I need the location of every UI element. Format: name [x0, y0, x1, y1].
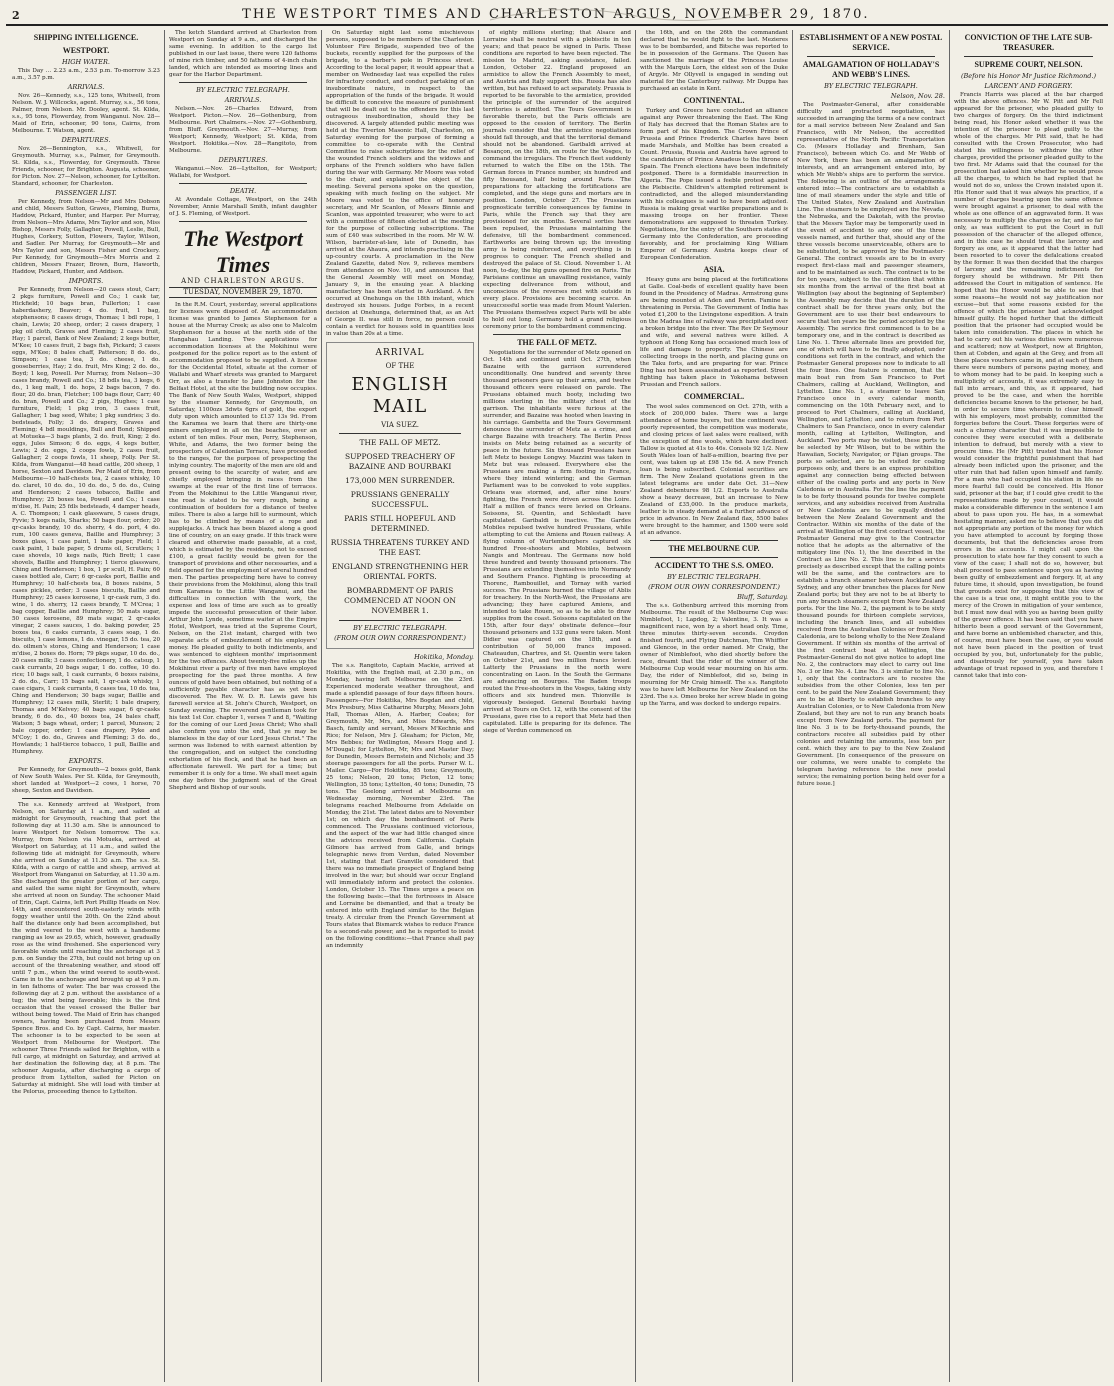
column-5	[636, 30, 793, 1382]
text-block: Per Kennedy, from Nelson—Mr and Mrs Dobson and child, Messrs Sutton, Graves, Fleming, Burns, Haddow, Pickard, Hunter, and Harper. Per Murray, from Nelson—Mrs Adams, Mrs Taylor and son, Miss Bishop, Messrs Folly, Gallagher, Powell, Leslie, Bull, Hughes, Corkery, Sutton, Flowers, Taylor, Wilson, and Sadler. Per Murray, for Greymouth—Mr and Mrs Taylor and son, Messrs Fisher and Crockery. Per Kennedy, for Greymouth—Mrs Morris and 2 children, Messrs Frazer, Brown, Burn, Haworth, Haddow, Pickard, Hunter, and Addison.	[12, 199, 160, 275]
subheading: DEATH.	[229, 187, 257, 195]
text-block: Heavy guns are being placed at the fortifications at Galle. Coal-beds of excellent quality have been found in the Presidency of Madras. Armstrong guns are being mounted at Aden and Perim. Famine is threatening in Persia. The Government of India has voted £1,200 to the Livingstone expedition. A train on the Madras line of railway was precipitated over a broken bridge into the river. The Rev Dr Seymour and wife, and several natives were killed. A typhoon at Hong Kong has occasioned much loss of life and damage to property. The Chinese are collecting troops in the north, and placing guns on the Taku forts, and are preparing for war. Prince Ding has not been assassinated as reported. Street fighting has taken place in Yokohama between Prussian and French sailors.	[640, 277, 788, 388]
subheading: BY ELECTRIC TELEGRAPH.	[667, 573, 761, 581]
issue-date: TUESDAY, NOVEMBER 29, 1870.	[169, 287, 317, 298]
divider	[650, 557, 778, 558]
text-block: The s.s. Gothenburg arrived this morning from Melbourne. The result of the Melbourne Cup was: Nimblefoot, 1; Lapdog, 2; Valentine, 3. It was a magnificent race, won by a short head only. Time, three minutes thirty-seven seconds. Croydon finished fourth, and Flying Dutchman, Tim Whiffler and Glencoe, in the order named. Mr Craig, the owner of Nimblefoot, who died shortly before the race, dreamt that the rider of the winner of the Melbourne Cup would wear mourning on his arm. Day, the rider of Nimblefoot, did so, being in mourning for Mr Craig himself. The s.s. Rangitoto was to have left Melbourne for New Zealand on the 23rd. The s.s. Omeo broke her screw blade in going up the Yarra, and was docked to undergo repairs.	[640, 603, 788, 707]
column-3	[322, 30, 479, 1382]
section-heading: AMALGAMATION OF HOLLADAY'S AND WEBB'S LINES.	[802, 60, 940, 79]
section-heading: CONTINENTAL.	[683, 96, 745, 105]
text-block: Turkey and Greece have concluded an alliance against any Power threatening the East. The King of Italy has decreed that the Roman States are to form part of his Kingdom. The Crown Prince of Prussia and Prince Frederick Charles have been made Marshals, and Moltke has been created a Count. Prussia, Russia and Austria have agreed to the candidature of Prince Amadeus to the throne of Spain. The French elections have been indefinitely postponed. There is a formidable insurrection in Algeria. The Pope issued a feeble protest against the Plebiscite. Children's attempted retirement is contradicted, and the alleged misunderstanding with his colleagues is said to have been adjusted. Russia is making great warlike preparations and is massing troops on her frontier. These demonstrations are supposed to threaten Turkey. Negotiations, for the entry of the Southern states of Germany into the Confederation, are proceeding favorably, and for proclaiming King William Emperor of Germany. Austria keeps clear of European Confederation.	[640, 108, 788, 261]
text-block: On Saturday night last some mischievous persons, supposed to be members of the Charleston Volunteer Fire Brigade, suspended two of the buckets, recently supplied for the purposes of the brigade, to a barber's pole in Princess street. According to the local paper, it would appear that a member on Wednesday last was expelled the rules for infractory conduct, and conduct partaking of an insubordinate nature, in respect to the appropriation of the funds of the brigade. It would be difficult to conceive the measure of punishment that will be dealt out to the offenders for this last outrageous insubordination, should they be discovered. A largely attended public meeting was held at the Tiverton Masonic Hall, Charleston, on Saturday evening for the purpose of forming a committee to co-operate with the Central Committee to raise subscriptions for the relief of the wounded French soldiers and the widows and orphans of the French soldiers who have fallen during the war with Germany. Mr Moore was voted to the chair, and explained the object of the meeting. Several persons spoke on the question, speaking with much feeling on the subject. Mr Moore was voted to the office of honorary secretary, and Mr Scanlon, of Messrs Binnie and Scanlon, was appointed treasurer, who were to act with a committee of fifteen elected at the meeting for the purpose of collecting subscriptions. The sum of £40 was subscribed in the room. Mr W. W. Wilson, barrister-at-law, late of Dunedin, has arrived at the Ahaura, and intends practising in the up-country courts. A proclamation in the New Zealand Gazette, dated Nov. 9, relieves members from attendance on Nov. 10, and announces that the General Assembly will meet on Monday, January 9, in the ensuing year. A blacking manufactory has been started in Auckland. A fire occurred at Onehunga on the 18th instant, which destroyed six houses. Judge Forbes, in a recent decision at Onehunga, determined that, as an Act of George II. was still in force, no person could contain a verdict for houses sold in quantities less in value than 20s at a time.	[326, 30, 474, 337]
section-heading: ASIA.	[703, 265, 725, 274]
subheading: (Before his Honor Mr Justice Richmond.)	[960, 72, 1097, 80]
text-block: Nov. 26—Bennington, s.s., Whitwell, for Greymouth. Murray, s.s., Palmer, for Greymouth. St. Kilda, s.s., Flowerday, for Greymouth. Three Friends, schooner, for Brighton. Augusta, schooner, for Picton. Nov. 27—Nelson, schooner, for Lyttelton. Standard, schooner, for Charleston.	[12, 146, 160, 187]
text-block: Per Kennedy, for Greymouth—2 boxes gold, Bank of New South Wales. Per St. Kilda, for Greymouth, short landed at Westport—2 cows, 1 horse, 70 sheep, Sexton and Davidson.	[12, 767, 160, 794]
banner-title: ENGLISH MAIL	[351, 374, 449, 417]
divider	[964, 56, 1093, 57]
section-heading: SHIPPING INTELLIGENCE.	[33, 33, 139, 42]
text-block: The Postmaster-General, after considerable difficulty and protracted negotiation, has succeeded in arranging the terms of a new contract for a mail service between New Zealand and San Francisco, with Mr Nelson, the accredited representative of the North Pacific Transportation Co. (Messrs Holladay and Brenham, San Francisco), between which Co. and Mr Webb of New York, there has been an amalgamation of interests, and an arrangement entered into, by which Mr Webb's ships are to perform the service. The following is an outline of the arrangements entered into:—The contractors are to establish a line of mail steamers under the style and title of The United States, New Zealand and Australian Line. The steamers to be employed are the Nevada, the Nebraska, and the Dakotah, with the proviso that the Messrs Taylor may be temporarily used in the event of accident to any one of the three vessels named, and further that, should any of the three vessels become unserviceable, others are to be substituted, to be approved by the Postmaster-General. The contract vessels are to be in every respect first-class mail and passenger steamers, and to be maintained as such. The contract is to be for ten years, subject to the condition that within six months from the arrival of the first boat at Wellington (say about the beginning of September) the Assembly may decide that the duration of the contract shall be for three years only, but the Government are to use their best endeavours to secure that ten years be the period accepted by the Assembly. The service first commenced is to be a temporary one, and in the contract is described as Line No. 1. Three alternate lines are provided for, one of which will have to be finally adopted, under conditions set forth in the contract, and which the Postmaster General proposes now to indicate to all the four lines. One feature is common, that the main boat run from San Francisco to Port Chalmers, calling at Auckland, Wellington, and Lyttelton. Line No. 1, a steamer to leave San Francisco once in every calendar month, commencing on the 10th February next, and to proceed to Port Chalmers, calling at Auckland, Wellington, and Lyttelton; and to return from Port Chalmers to San Francisco, once in every calendar month, calling at Lyttelton, Wellington, and Auckland. Two ports may be visited, these ports to be selected by Mr Wilson, but to be within the Hawaiian, Society, Navigator, or Fijian groups. The ports so selected, are to be visited for coaling purposes only, and there is an express prohibition against any connection being effected between either of the coaling ports and any ports in New Caledonia or in Australia. For the line the payment is to be forty thousand pounds for twelve complete services, and any subsidies received from Australia or New Caledonia are to be equally divided between the New Zealand Government and the Contractor. Within six months of the date of the arrival at Wellington of the first contract vessel, the Postmaster General may give to the Contractor notice that he adopts as the alternative of the mitigatory line (No. 1), the line described in the Contract as Line No. 2. This line is for a service precisely as described except that the calling points will be the same, and the contractors are to establish a branch steamer between Auckland and Sydney, and any other branches the places for New Zealand ports; but they are not to be at liberty to run any branch steamers except from New Zealand ports. For the line No. 2, the payment is to be sixty thousand pounds for thirteen complete services, including the branch lines, and all subsidies received from the Australian Colonies or from New Caledonia, are to belong wholly to the New Zealand Government. If within six months of the arrival of the first contract boat at Wellington, the Postmaster-General do not give notice to adopt line No. 2, the contractors may elect to carry out line No. 3 or line No. 4. Line No. 3 is similar to line No. 1, only that the contractors are to receive the subsidies from the other Colonies, less ten per cent. to be paid the New Zealand Government; they are to be at liberty to establish branches to any Australian Colonies, or to New Caledonia from New Zealand, but they are not to run any branch boats except from New Zealand ports. The payment for line No. 3 is to be forty-thousand pounds, the contractors receive all subsidies paid by other colonies and retaining the amounts, less ten per cent. which they are to pay to the New Zealand Government. [In consequence of the pressure on our columns, we were unable to complete the telegram having reference to the new postal service; the remaining portion being held over for a future issue.]	[797, 102, 945, 787]
text-block: The s.s. Kennedy arrived at Westport, from Nelson, on Saturday at 1 a.m., and sailed at midnight for Greymouth, reaching that port the following day at 11.30 a.m. She is announced to leave Westport for Nelson tomorrow. The s.s. Murray, from Nelson via Motueka, arrived at Westport on Saturday, at 11 a.m., and sailed the following tide at midnight for Greymouth, where she arrived on Sunday at 11.30 a.m. The s.s. St. Kilda, with a cargo of cattle and sheep, arrived at Westport from Wanganui on Saturday, at 11.30 a.m. She discharged the greater portion of her cargo, and sailed the same night for Greymouth, where she arrived at noon on Sunday. The schooner Maid of Erin, Capt. Cairns, left Port Phillip Heads on Nov. 14th, and encountered south-easterly winds with foggy weather until the 20th. On the 22nd about half the distance only had been accomplished, but the wind veered to the west with a handsome ranging as low as 29.65, which, however, gradually rose as the wind freshened. She experienced very favorable winds until reaching the anchorage at 3 p.m. on Sunday the 27th, but could not bring up on account of the threatening weather, and stood off until 7 p.m., when the wind veered to south-west. Came in to the anchorage and brought up at 9 p.m. in ten fathoms of water. The bar was crossed the following day at 2 p.m. without the assistance of a tug; the wind being favorable; this is the first occasion that the vessel crossed the Buller bar without being towed. The Maid of Erin has changed owners, having been purchased from Messrs Spence Bros. and Co. by Capt. Cairns, her master. The schooner is to be expected to be seen at Westport from Melbourne for Westport. The schooner Three Friends sailed for Brighton, with a full cargo, at midnight on Saturday, and arrived at her destination the following day, at 8 p.m. The schooner Augusta, after discharging a cargo of produce from Lyttelton, sailed for Picton on Saturday at midnight. She will load with timber at the Pelorus, proceeding thence to Lyttelton.	[12, 802, 160, 1095]
logo-subtitle: AND CHARLESTON ARGUS.	[181, 277, 305, 285]
divider	[22, 798, 150, 799]
text-block: The s.s. Rangitoto, Captain Mackie, arrived at Hokitika, with the English mail, at 2.30 p.m., on Monday, having left Melbourne on the 23rd. Experienced moderate weather throughout, and made a splendid passage of four days fifteen hours. Passengers—For Hokitika, Mrs Bogdan and child, Mrs Presbury, Miss Catharine Murphy, Messrs John Hall, Thomas Allen, A. Harber, Coates; for Greymouth, Mr, Mrs, and Miss Edwards, Mrs Basch, family and servant, Messrs M'Kechnie and Rice; for Nelson, Mrs J. Gleaham; for Picton, Mr, Mrs Bebbes; for Wellington, Messrs Hogg and J. M'Dougal; for Lyttelton, Mr, Mrs and Master Day; for Dunedin, Messrs Bernstein and Nichols; and 35 steerage passengers for all the ports. Purser W. L. Mailer. Cargo—For Hokitika, 85 tons; Greymouth, 25 tons; Nelson, 20 tons; Picton, 12 tons; Wellington, 35 tons; Lyttelton, 40 tons; Dunedin, 75 tons. The Geelong arrived at Melbourne on Wednesday morning, November 23rd. The telegrams reached Melbourne from Adelaide on Monday, the 21st. The latest dates are to November 1st; on which day the bombardment of Paris commenced. The Prussians continued victorious, and the aspect of the war had little changed since the advices received from California. Captain Gilmore has arrived from Galle, and brings telegraphic news from Verdun, dated November 1st, stating that Earl Granville considered that there was no immediate prospect of England being involved in the war; but should war occur England will immediately inform and protect the colonies. London, October 15. The Times urges a peace on the following basis:—that the fortresses in Alsace and Lorraine be dismantled, and that a treaty be entered into with England similar to the Belgian treaty. A circular from the French Government at Tours states that Bismarck wishes to reduce France to a second-rate power, and he is reported to insist on the following conditions:—that France shall pay an indemnity	[326, 663, 474, 949]
text-block: In the R.M. Court, yesterday, several applications for licenses were disposed of. An accommodation license was granted to James Stephenson for a house at the Murray Creek; as also one to Malcolm Stephenson for a house at the north side of the Hangahau Landing. Two applications for accommodation licenses at the Mokihinui were postponed for the police report as to the extent of accommodation proposed to be supplied. A license for the Occidental Hotel, situate at the corner of Wallabi and Wharf streets was granted to Margaret Orr, as also a transfer to Jane Johnston for the Belfast Hotel, at the site the building now occupies. The Bank of New South Wales, Westport, shipped by the steamer Kennedy, for Greymouth, on Saturday, 1100ozs 3dwts 6grs of gold, the export duty upon which amounted to £137 13s 9d. From the Karamea we learn that there are thirty-one miners employed in all on the beaches, over an extent of ten miles. Four men, Perry, Stephenson, White, and Adams, the two former being the prospectors of Caledonian Terrace, have proceeded to the ranges, for the purpose of prospecting the inlying country. The majority of the men are old and present owing to the scarcity of water, and are chiefly employed bringing in races from the swamps at the rear of the first line of terraces. From the Mokihinui to the Little Wanganui river, the road is stated to be very rough, being a continuation of boulders for a distance of twelve miles. There is also a large hill to surmount, which has to be climbed by means of a rope and supplejacks. A track has been blazed along a good line of country, on an easy grade. If this track were cleared and otherwise made passable, at a cost, which is estimated by the residents, not to exceed £100, a great facility would be given for the transport of provisions and other necessaries, and a field opened for the employment of several hundred men. The parties prospecting here have to convey their provisions from the Mokihinui, along this trail from Karamea to the Little Wanganui, and the difficulties in connection with the work, the expense and loss of time are such as to greatly impede the successful prosecution of their labor. Arthur John Lynde, sometime waiter at the Empire Hotel, Westport, was tried at the Supreme Court, Nelson, on the 21st instant, charged with two separate acts of embezzlement of his employers' money. He pleaded guilty to both indictments, and was sentenced to eighteen months' imprisonment for the two offences. About twenty-five miles up the Mokihinui river a party of five men have employed prospecting for the past three months. A few ounces of gold have been obtained, but nothing of a sufficiently payable character has as yet been discovered. The Rev. W. D. R. Lewis gave his farewell service at St. John's Church, Westport, on Sunday evening. The reverend gentleman took for his text 1st Cor. chapter 1, verses 7 and 8, "Waiting for the coming of our Lord Jesus Christ; Who shall also confirm you unto the end, that ye may be blameless in the day of our Lord Jesus Christ." The sermon was listened to with earnest attention by the congregation, and on subject the concluding exhortation of his flock, and that he had been an affectionate farewell. We part for a time; but remember it is only for a time. We shall meet again one day before the judgment seat of the Great Shepherd and Bishop of our souls.	[169, 302, 317, 791]
newspaper-page	[8, 30, 1108, 1382]
dateline: Hokitika, Monday.	[414, 653, 474, 661]
text-block: The ketch Standard arrived at Charleston from Westport on Sunday at 9 a.m., and discharged the same evening. In addition to the cargo list published in our last issue, there were 120 fathoms of mine rich timber, and 50 fathoms of 4-inch chain landed, which are intended as mooring lines and gear for the Harbor Department.	[169, 30, 317, 78]
banner-line: 173,000 MEN SURRENDER.	[345, 476, 455, 485]
section-heading: SUPREME COURT, NELSON.	[974, 60, 1083, 69]
section-heading: ACCIDENT TO THE S.S. OMEO.	[654, 561, 774, 570]
dateline: Nelson, Nov. 28.	[890, 92, 945, 100]
banner-line: PRUSSIANS GENERALLY SUCCESSFUL.	[350, 490, 450, 509]
text-block: Wanganui.—Nov. 26—Lyttelton, for Westport; Wallabi, for Westport.	[169, 166, 317, 179]
text-block: Nelson.—Nov. 26—Charles Edward, from Westport. Picton.—Nov. 26—Gothenburg, from Melbourne. Port Chalmers.—Nov. 27—Gothenburg, from Bluff. Greymouth.—Nov. 27—Murray, from Westport; Kennedy, Westport; St. Kilda, from Westport. Hokitika.—Nov. 28—Rangitoto, from Melbourne.	[169, 106, 317, 154]
banner-line: (FROM OUR OWN CORRESPONDENT.)	[334, 634, 466, 642]
section-heading: CONVICTION OF THE LATE SUB-TREASURER.	[964, 33, 1093, 52]
divider	[339, 620, 461, 621]
banner-line: OF THE	[385, 362, 415, 370]
section-heading: COMMERCIAL.	[683, 392, 745, 401]
subheading: BY ELECTRIC TELEGRAPH.	[824, 82, 918, 90]
text-block: Negotiations for the surrender of Metz opened on Oct. 14th and continued until Oct. 27th, when Bazaine with the garrison surrendered unconditionally. One hundred and seventy three thousand prisoners gave up their arms, and twelve thousand officers were released on parole. The Prussians obtained much booty, including two millions sterling in the military chest of the garrison. The inhabitants were furious at the surrender, and Bazaine was hooted when leaving in his carriage. Gambetta and the Tours Government denounce the surrender of Metz as a crime, and charge Bazaine with treachery. The Berlin Press insists on Metz being retained as a security of peace in the future. Six thousand Prussians have left Metz to besiege Longwy. Mazzini was taken in Metz but was released. Everywhere else the Prussians are making a firm footing in France, where they intend wintering; and the German Parliament was to be convoked to vote supplies. Orleans was stormed, and, after nine hours' fighting, the French were driven across the Loire. Half a million of francs were levied on Orleans. Soissons, St. Quentin, and Schlestadt have capitulated. Garibaldi is inactive. The Gardes Mobiles repulsed twelve hundred Prussians, while attempting to cut the Amiens and Rouen railway. A flying column of Wurtemburghers captured six hundred Free-shooters and Mobiles, between Nangis and Montreau. The Germans now hold three hundred and twenty thousand prisoners. The Prussians are extending themselves into Normandy and Southern France. Fighting is proceeding at Thorenc, Rambouillet, and Tornay with varied success. The Prussians burned the village of Ablis for treachery. In the North-West, the Prussians are advancing; they have captured Amiens, and intended to take Rouen, so as to be able to draw supplies from the coast. Soissons capitulated on the 15th, after four days' obstinate defence—four thousand prisoners and 132 guns were taken. Mont Didier was captured on the 18th, and a contribution of 50,000 francs imposed. Chateaudun, Chartres, and St. Quentin were taken on October 21st, and two million francs levied. Latterly the Prussians in the north were concentrating on Laon. In the South the Germans are advancing on Bourges. The Baden troops routed the Free-shooters in the Vosges, taking sixty officers and six hundred men. Thionville is vigorously besieged. General Bourbaki having arrived at Tours on Oct. 12, with the consent of the Prussians, gave rise to a report that Metz had then capitulated. Lille is preparing for its defence. The siege of Verdun commenced on	[483, 350, 631, 734]
banner-line: VIA SUEZ.	[381, 421, 419, 429]
masthead	[6, 4, 1108, 26]
subheading: DEPARTURES.	[218, 156, 268, 164]
text-block: At Avondale Cottage, Westport, on the 24th November, Annie Marshall Smith, infant daughter of J. S. Fleming, of Westport.	[169, 197, 317, 217]
divider	[807, 56, 935, 57]
section-heading: ESTABLISHMENT OF A NEW POSTAL SERVICE.	[799, 33, 943, 52]
divider	[179, 183, 307, 184]
subheading: ARRIVALS.	[67, 83, 105, 91]
banner-line: ENGLAND STRENGTHENING HER ORIENTAL FORTS.	[331, 562, 469, 581]
subheading: DEPARTURES.	[61, 136, 111, 144]
text-block: Per Kennedy, from Nelson—20 cases stout, Carr; 2 pkgs furniture, Powell and Co.; 1 cask tar, Hickfield; 10 bags bran, Fullerton; 1 case haberdashery, Beaver; 4 do. fruit, 1 bag, stephensons; 8 cases drugs, Thomas; 1 bdl rope, 1 chain, Lewis; 20 sheep, order; 2 cases drapery, 1 pkg oil cloth, Graves and Fleming; 2 cases fruit, Hay; 1 parcel, Bank of New Zealand; 2 kegs butter, M'Kee; 10 cases fruit, 2 bags fish, Pickard; 3 cases eggs, M'Kee; 8 bales chaff, Patterson; 8 do. do., Simpson; 1 case tea, 3 do. cheese, 1 do. gooseberries, Hay; 2 do. fruit, Mrs King; 2 do. do., Boyd; 1 keg, Powell. Per Murray, from Nelson—30 cases brandy, Powell and Co.; 18 bdls tea, 3 kegs, 6 do., 1 keg malt, 1 do. hops, 2 bags bacon, 7 do. flour, 20 do. bran, Fletcher; 100 bags flour, Carr; 40 do. bran, Powell and Co.; 2 pigs, Hughes; 1 case furniture, Field; 1 pkg iron, 3 cases fruit, Gallagher; 1 bag seed, White; 1 pkg sundries; 3 do. bedsteads, Folly; 3 do. drapery, Graves and Fleming; 4 bdl mouldings, Bull and Bond; Shipped at Motueka—3 bags plants, 2 do. fruit, King; 2 do. eggs, Jules Simson; 6 do. eggs, 4 kegs butter, Lewis; 2 do. eggs, 2 coops fowls, 2 cases fruit, Gallagher; 2 coops fowls, 11 sheep, Folly. Per St. Kilda, from Wanganui—48 head cattle, 200 sheep, 1 horse, Sexton and Davidson. Per Maid of Erin, from Melbourne—10 half-chests tea, 2 cases whisky, 10 do. claret, 10 do. do., 10 do. do., 5 do. do., Cuing and Henderson; 2 cases tobacco, Baillie and Humphrey; 25 boxes tea, Powell and Co.; 1 case m'dise, H. Pain; 25 fdls bedsteads, 4 damper heads, A. C. Thompson; 1 cask glassware, 5 cases drugs, Fyvie; 5 kegs nails, Sharks; 50 bags flour, order; 20 qr-casks brandy, 10 do. sherry, 4 do. port, 4 do. rum, 100 cases geneva, Baillie and Humphrey; 3 boxes glass, 1 case paint, 1 bale paper, Field; 1 cask paint, 1 bale paper, 5 drums oil, Scrutlers; 1 case shovels, 10 kegs nails, Rich Brett; 1 case shovels, Baillie and Humphrey; 1 tierce glassware, Ching and Henderson; 1 box, 1 pr scull, H. Pain; 60 cases bottled ale, Carr; 6 qr-casks port, Baillie and Humphrey; 10 half-chests tea, 8 boxes raisins, 5 cases pickles, order; 3 cases biscuits, Baillie and Humphrey; 25 cases kerosene, 1 qr-cask rum, 3 do. wine, 1 do. sherry, 12 cases brandy, T. M'Crea; 1 bag copper, Baillie and Humphrey; 50 mats sugar, 50 cases kerosene, 89 mats sugar, 2 qr-casks vinegar, 2 cases sauces, 1 do. baking powder, 25 boxes tea, 6 casks currants, 3 cases soap, 1 do. biscuits, 1 case lemons, 1 do. vinegar, 15 do. tea, 20 do. oilmen's stores, Ching and Henderson; 1 case m'dise, 2 boxes do. Horn; 79 pkgs sugar, 10 do. do., 20 cases milk; 3 cases confectionery, 1 do. catsup, 1 cask currants, 20 bags sugar, 1 do. coffee, 10 do. rice; 10 bags salt, 1 cask currants, 6 boxes raisins, 2 do. do., Carr; 15 bags salt, 1 qr-cask whisky, 1 case cigars, 1 cask currants, 6 cases tea, 10 do. tea, Ching and Henderson; 30 bags sugar, Baillie and Humphrey; 12 cases milk, Sterlit; 1 bale drapery, Thomas and M'Kelvey; 40 bags sugar, 6 qr-casks brandy, 6 do. do., 40 boxes tea, 24 bales chaff, Watson; 5 bags wheat, order; 1 parcel, Munson; 2 bale copper, order; 1 case drapery, Pyke and M'Coy; 1 do. do., Graves and Fleming; 3 do. do., Howlands; 1 half-tierce tobacco, 1 pull, Baillie and Humphrey.	[12, 287, 161, 755]
section-heading: THE FALL OF METZ.	[517, 338, 597, 347]
subheading: PASSENGER LIST.	[55, 189, 117, 197]
subheading: BY ELECTRIC TELEGRAPH.	[196, 86, 290, 94]
column-6	[793, 30, 950, 1382]
subheading: ARRIVALS.	[224, 96, 262, 104]
column-7	[950, 30, 1107, 1382]
column-1	[8, 30, 165, 1382]
text-block: This Day ... 2.23 a.m., 2.53 p.m. To-morrow 3.23 a.m., 3.57 p.m.	[12, 68, 160, 81]
banner-line: BOMBARDMENT OF PARIS COMMENCED AT NOON ON NOVEMBER 1.	[344, 586, 456, 615]
text-block: The wool sales commenced on Oct. 27th, with a stock of 200,000 bales. There was a large attendance of home buyers, but the continent was poorly represented, the competition was moderate, and closing prices of last sales were realised, with the exception of fine wools, which have declined. Tallow is quoted at 41s to 46s. Consols 92 1/2. New South Wales loan of half-a-million, bearing five per cent, was taken up at £98 15s 6d. A new French loan is being subscribed. Colonial securities are firm. The New Zealand quotations given in the latest telegrams are under date Oct. 31—New Zealand debentures 98 1/2. Exports to Australia show a heavy decrease, but an increase to New Zealand of £35,000. In the produce markets, leather is in steady demand at a further advance of price in advance. In New Zealand flax, 5500 bales were brought to the hammer, and 1500 were sold at an advance.	[640, 404, 788, 536]
subheading: (FROM OUR OWN CORRESPONDENT.)	[648, 583, 780, 591]
banner-line: BY ELECTRIC TELEGRAPH.	[353, 624, 447, 632]
divider	[179, 82, 307, 83]
divider	[650, 540, 778, 541]
newspaper-logo: The Westport Times	[183, 226, 303, 277]
banner-line: ARRIVAL	[375, 348, 425, 358]
banner-line: THE FALL OF METZ.	[359, 438, 441, 447]
banner-line: RUSSIA THREATENS TURKEY AND THE EAST.	[330, 538, 470, 557]
subheading: HIGH WATER.	[62, 58, 110, 66]
subheading: LARCENY AND FORGERY.	[984, 82, 1073, 90]
masthead-title: THE WESTPORT TIMES AND CHARLESTON ARGUS, NOVEMBER 29, 1870.	[242, 7, 870, 22]
section-heading: WESTPORT.	[62, 46, 110, 55]
english-mail-banner	[326, 342, 474, 649]
divider	[339, 433, 461, 434]
subheading: IMPORTS.	[68, 277, 104, 285]
subheading: EXPORTS.	[68, 757, 104, 765]
text-block: the 16th, and on the 26th the commandant declared that he would fight to the last. Mezieres was to be bombarded, and Bitsche was reported to be in possession of the Germans. The Queen has sanctioned the marriage of the Princess Louise with the Marquis Lorn, the eldest son of the Duke of Argyle. Mr Ollyvell is engaged in sending out material for the Canterbury railway. Mr Duppa has purchased an estate in Kent.	[640, 30, 788, 92]
section-heading: THE MELBOURNE CUP.	[668, 544, 760, 553]
text-block: Francis Harris was placed at the bar charged with the above offences. Mr W. Pitt and Mr Fell appeared for the prisoner, who pleaded guilty to two charges of forgery. On the third indictment being read, his Honor asked whether it was the intention of the prisoner to plead guilty to the whole of the charges. Mr Pitt said, that he had consulted with the Crown Prosecutor, who had stated his willingness to withdraw the other charges, provided the prisoner pleaded guilty to the two first. Mr Adams said that the counsel for the prosecution had asked him whether he would press all the charges, to which he had replied that he would not do so, unless the Crown insisted upon it. His Honor said that it was always his practice, if a number of charges bearing upon the same offence were brought against a prisoner, to deal with the whole as one offence of an aggravated form. It was necessary to multiply the charges so far, and so far only, as was sufficient to put the Court in full possession of the character of the alleged offence, and in this case he should treat the larceny and forgery as one, as it appeared that the latter had been resorted to to cover the defalcations created by the former. It was then decided that the charges of larceny and the remaining indictments for forgery should be withdrawn. Mr Pitt then addressed the Court in mitigation of sentence. He hoped that his Honor would be able to see that some reasons—he would not say justification nor excuse—but that some reasons existed for the offence of which the prisoner had acknowledged himself guilty. He hoped further that the difficult position that the prisoner had occupied would be taken into consideration. The places in which he had to carry out his various duties were numerous and scattered; now at Westport, now at Brighton, then at Cobden, and again at the Grey, and from all these places vouchers came in, and at each of them there were numbers of persons paying money, and to whom money had to be paid. In keeping such a multiplicity of accounts, it was extremely easy to fall into arrears, and this, as it appeared, had proved to be the case, and when the horrible deficiencies became known to the prisoner, he had, in order to secure time wherein to clear himself with his employers, most probably, committed the forgeries before the Court. These forgeries were of such a clumsy character that it was impossible to conceive they were executed with a deliberate intention to defraud, but merely with a view to procure time. He (Mr Pitt) trusted that his Honor would consider the frightful punishment that had already been inflicted upon the prisoner, and the utter ruin that had fallen upon himself and family. For a man who had occupied his station in life no more fearful fall could be conceived. His Honor said, prisoner at the bar, if I could give credit to the representations made by your counsel, it would make a considerable difference in the sentence I am about to pass upon you. He has, in a somewhat hesitating manner, asked me to believe that you did not appropriate any portion of the money for which you have attempted to account by forging those documents, but that the deficiencies arose from errors in the accounts. I might call upon the prosecution to state how far they consent to such a view of the case; I shall not do so, however, but shall proceed to pass sentence upon you as having been guilty of embezzlement and forgery. If, at any future time, it should, upon investigation, be found that grounds exist for supposing that this view of the case is a true one, it might entitle you to the mercy of the Crown in mitigation of your sentence, but I must now deal with you as having been guilty of the graver offence. It has been said that you have hitherto been a good servant of the Government, and have borne an unblemished character, and this, of course, must have been the case, or you would not have been placed in the position of trust occupied by you, but, unfortunately for the public, and disastrously for yourself, you have taken advantage of trust reposed in you, and therefore I cannot take that into con-	[954, 92, 1103, 679]
page-number: 2	[12, 9, 20, 22]
banner-line: PARIS STILL HOPEFUL AND DETERMINED.	[344, 514, 456, 533]
divider	[179, 221, 307, 222]
column-4	[479, 30, 636, 1382]
dateline: Bluff, Saturday.	[737, 593, 788, 601]
text-block: Nov. 26—Kennedy, s.s., 125 tons, Whitwell, from Nelson. W. J. Willcocks, agent. Murray, s.s., 56 tons, Palmer, from Nelson. Mr. Dooley, agent. St. Kilda, s.s., 95 tons, Flowerday, from Wanganui. Nov. 28—Maid of Erin, schooner, 90 tons, Cairns, from Melbourne. T. Watson, agent.	[12, 93, 160, 134]
column-2	[165, 30, 322, 1382]
text-block: of eighty millions sterling; that Alsace and Lorraine shall be neutral with a plebiscite in ten years; and that peace be signed in Paris. These conditions are reported to have been rejected. The mission to Madrid, asking assistance, failed. London, October 22. England proposed an armistice to allow the French Assembly to meet, and Austria and Italy support this. Russia has also written, but has refused to act separately. Prussia is reported to be favorable to the armistice, provided the principle of the surrender of the acquired territories is admitted. The Tours Government is favorable thereto, but the Paris officials are opposed to the cession of territory. The Berlin journals consider that the armistice negotiations should fall through, and that the territorial demand should not be abandoned. Garibaldi arrived at Besançon, on the 18th, en route for the Vosges, to command the irregulars. The French fleet suddenly returned to watch the Elbe on the 15th. The German forces in France number, six hundred and fifty thousand, half being around Paris. The preparations for attacking the fortifications are completed, and the siege guns and mortars are in position. London, October 27. The Prussians prognosticate terrible consequences by famine in Paris, while the French say that they are provisioned for six months. Several sorties have been repulsed, the Prussians maintaining the defensive, till the bombardment commenced. Earthworks are being thrown up; the investing army is being reinforced, and everything is in progress to conquer. The French shelled and destroyed the palace of St. Cloud. November 1. At noon, to-day, the big guns opened fire on Paris. The Parisians continue an unavailing resistance, vainly expecting deliverance from without, and unconscious of the reverses met with outside in every place. Provisions are becoming scarce. An unsuccessful sortie was made from Mount Valerien. The Prussians themselves expect Paris will be able to hold out long. Germany held a grand religious ceremony prior to the bombardment commencing.	[483, 30, 631, 330]
divider	[493, 334, 621, 335]
banner-line: SUPPOSED TREACHERY OF BAZAINE AND BOURBAKI	[344, 452, 456, 471]
